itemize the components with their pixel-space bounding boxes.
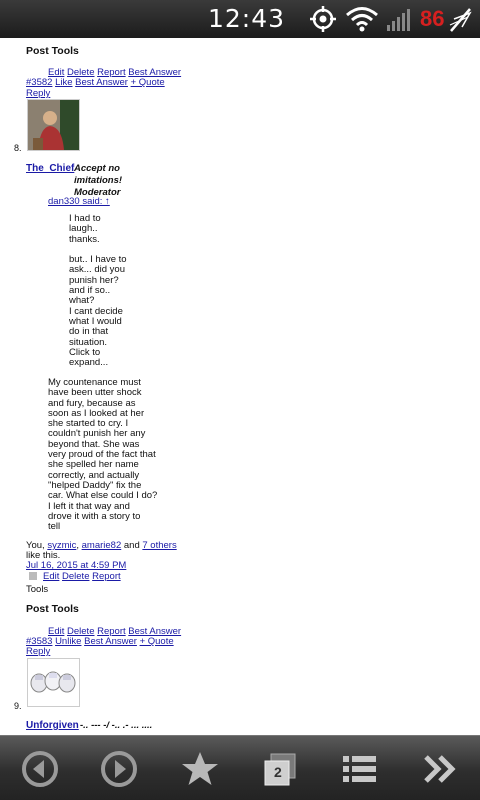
list-icon	[339, 749, 379, 789]
bookmark-button[interactable]	[177, 746, 223, 792]
like-link[interactable]: Like	[55, 77, 73, 88]
quote-author	[48, 196, 110, 207]
body-line: My countenance must	[48, 377, 141, 388]
click-to-expand[interactable]: Click to	[69, 346, 101, 358]
author-line	[26, 163, 74, 174]
others-link[interactable]: 7 others	[142, 540, 177, 551]
body-line: soon as I looked at her	[48, 407, 145, 419]
quote-link[interactable]: + Quote	[130, 77, 165, 88]
delete-link[interactable]: Delete	[67, 67, 95, 78]
forward-icon	[99, 749, 139, 789]
reply-row	[26, 88, 50, 99]
quote-author-link[interactable]: dan330 said: ↑	[48, 196, 110, 207]
body-line: have been utter shock	[48, 387, 142, 399]
star-icon	[180, 749, 220, 789]
body-line: very proud of the fact that	[48, 449, 156, 461]
quote-line: but.. I have to	[69, 254, 127, 266]
quote-line: thanks.	[69, 233, 100, 245]
likes-and: and	[123, 540, 140, 551]
report-link[interactable]: Report	[97, 626, 126, 637]
signal-icon	[386, 5, 414, 38]
wifi-icon	[345, 5, 379, 38]
reply-link[interactable]: Reply	[26, 646, 51, 657]
post-tools-heading: Post Tools	[26, 603, 79, 615]
best-answer-link[interactable]: Best Answer	[128, 626, 182, 637]
quote-line: what I would	[69, 315, 122, 327]
edit-link[interactable]: Edit	[48, 626, 65, 637]
user-title: -.. --- -/ -.. .- ... ....	[80, 720, 153, 731]
avatar[interactable]	[27, 99, 80, 151]
clock: 12:43	[208, 4, 286, 33]
user-title: Accept no imitations! Moderator	[74, 163, 123, 198]
status-bar	[0, 0, 480, 38]
best-answer-link[interactable]: Best Answer	[75, 77, 128, 88]
tabs-button[interactable]	[256, 746, 302, 792]
post-actions-row-2	[26, 77, 165, 88]
reply-row	[26, 646, 50, 657]
browser-toolbar	[0, 735, 480, 800]
liker-link[interactable]: syzmic	[47, 540, 77, 551]
quote-line: what?	[69, 295, 95, 307]
best-answer-link[interactable]: Best Answer	[84, 636, 137, 647]
post-tools-heading: Post Tools	[26, 45, 79, 57]
avatar[interactable]	[27, 658, 80, 707]
quote-line: do in that	[69, 326, 109, 338]
forward-button[interactable]	[96, 746, 142, 792]
quote-body	[69, 214, 159, 368]
delete-link[interactable]: Delete	[62, 571, 90, 582]
checkbox-icon[interactable]	[29, 572, 37, 580]
quote-line: situation.	[69, 336, 108, 348]
gps-target-icon	[308, 5, 338, 38]
body-line: tell	[48, 521, 61, 533]
tools-label: Tools	[26, 584, 49, 595]
timestamp-row	[26, 560, 126, 571]
username-link[interactable]: Unforgiven	[26, 720, 79, 731]
post-id-link[interactable]: #3582	[26, 77, 53, 88]
liker-link[interactable]: amarie82	[81, 540, 122, 551]
best-answer-link[interactable]: Best Answer	[128, 67, 182, 78]
report-link[interactable]: Report	[92, 571, 121, 582]
quote-line: laugh..	[69, 223, 98, 235]
body-line: and fury, because as	[48, 397, 136, 409]
delete-link[interactable]: Delete	[67, 626, 95, 637]
quote-line: I cant decide	[69, 305, 123, 317]
body-line: couldn't punish her any	[48, 428, 146, 440]
double-chevron-right-icon	[420, 749, 460, 789]
post-number: 9.	[14, 701, 22, 711]
body-line: she spelled her name	[48, 459, 139, 471]
menu-button[interactable]	[336, 746, 382, 792]
body-line: beyond that. She was	[48, 438, 140, 450]
post-id-link[interactable]: #3583	[26, 636, 53, 647]
body-line: I left it that way and	[48, 500, 130, 512]
report-link[interactable]: Report	[97, 67, 126, 78]
more-button[interactable]	[417, 746, 463, 792]
edit-link[interactable]: Edit	[43, 571, 60, 582]
body-line: drove it with a story to	[48, 510, 141, 522]
body-line: "helped Daddy" fix the	[48, 479, 142, 491]
quote-line: I had to	[69, 213, 101, 224]
author-line	[26, 720, 79, 731]
quote-line: ask... did you	[69, 264, 125, 276]
post-number: 8.	[14, 143, 22, 153]
battery-level: 86	[420, 6, 445, 31]
reply-link[interactable]: Reply	[26, 88, 51, 99]
footer-actions	[26, 571, 121, 582]
back-icon	[20, 749, 60, 789]
quote-line: punish her?	[69, 274, 119, 286]
click-to-expand[interactable]: expand...	[69, 357, 109, 369]
web-content[interactable]	[0, 38, 480, 735]
likes-summary: You, syzmic, amarie82 and 7 others	[26, 540, 177, 551]
quote-link[interactable]: + Quote	[139, 636, 174, 647]
username-link[interactable]: The_Chief	[26, 163, 75, 174]
body-line: car. What else could I do?	[48, 490, 158, 502]
body-line: correctly, and actually	[48, 469, 140, 481]
quote-line: and if so..	[69, 285, 111, 297]
tab-count: 2	[274, 764, 282, 780]
post-body	[48, 378, 168, 532]
body-line: she started to cry. I	[48, 418, 129, 430]
timestamp-link[interactable]: Jul 16, 2015 at 4:59 PM	[26, 560, 127, 571]
likes-suffix: like this.	[26, 550, 61, 561]
carrier-logo-icon	[448, 5, 474, 38]
edit-link[interactable]: Edit	[48, 67, 65, 78]
unlike-link[interactable]: Unlike	[55, 636, 82, 647]
back-button[interactable]	[17, 746, 63, 792]
likes-prefix: You,	[26, 540, 45, 551]
